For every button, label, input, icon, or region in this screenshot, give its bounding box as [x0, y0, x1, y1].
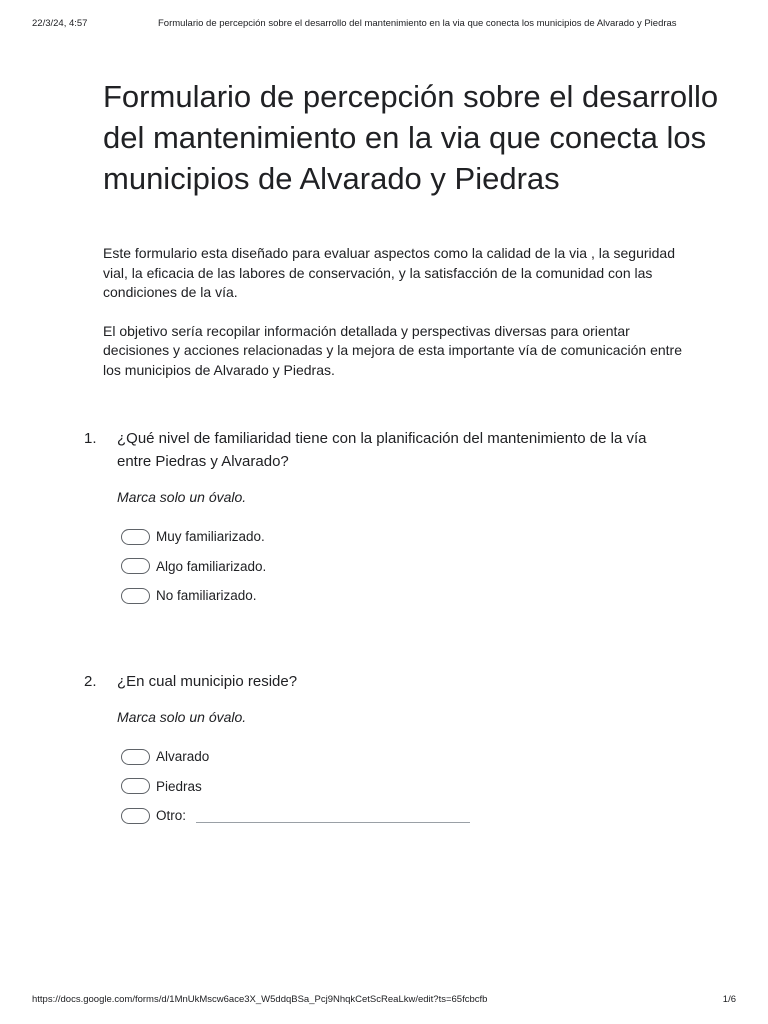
- radio-oval[interactable]: [121, 778, 150, 794]
- description-paragraph: Este formulario esta diseñado para evaluar aspectos como la calidad de la via , la seguridad vial, la eficacia de las labores de conservación, y la satisfacción de la comunidad con las condiciones de la vía.: [103, 245, 675, 300]
- form-title: Formulario de percepción sobre el desarrollo del mantenimiento en la via que conecta los municipios de Alvarado y Piedras: [103, 79, 719, 196]
- option-label: Muy familiarizado.: [156, 529, 265, 545]
- option-otro[interactable]: [121, 801, 470, 831]
- question-number: 1.: [84, 430, 97, 447]
- page-number: 1/6: [722, 994, 736, 1005]
- option-group: [121, 522, 266, 611]
- option-muy-familiarizado[interactable]: [121, 522, 266, 552]
- other-text-field[interactable]: [196, 822, 470, 823]
- option-piedras[interactable]: [121, 772, 470, 802]
- print-url: https://docs.google.com/forms/d/1MnUkMscw6ace3X_W5ddqBSa_Pcj9NhqkCetScReaLkw/edit?ts=65fcbcfb: [32, 994, 488, 1005]
- option-label: No familiarizado.: [156, 588, 257, 604]
- option-label: Piedras: [156, 778, 202, 794]
- question-text: ¿Qué nivel de familiaridad tiene con la planificación del mantenimiento de la vía entre Piedras y Alvarado?: [117, 430, 647, 470]
- description-paragraph: El objetivo sería recopilar información detallada y perspectivas diversas para orientar decisiones y acciones relacionadas y la mejora de esta importante vía de comunicación entre los municipios de Alvarado y Piedras.: [103, 322, 682, 378]
- radio-oval[interactable]: [121, 808, 150, 824]
- form-description: [103, 244, 693, 399]
- print-datetime: 22/3/24, 4:57: [32, 18, 88, 29]
- option-label: Otro:: [156, 808, 187, 824]
- question-number: 2.: [84, 673, 97, 690]
- option-no-familiarizado[interactable]: [121, 581, 266, 611]
- option-group: [121, 742, 470, 831]
- radio-oval[interactable]: [121, 529, 150, 545]
- option-label: Alvarado: [156, 749, 210, 765]
- question-text: ¿En cual municipio reside?: [117, 673, 298, 690]
- question-hint: Marca solo un óvalo.: [117, 709, 247, 725]
- radio-oval[interactable]: [121, 749, 150, 765]
- radio-oval[interactable]: [121, 588, 150, 604]
- option-label: Algo familiarizado.: [156, 558, 267, 574]
- radio-oval[interactable]: [121, 558, 150, 574]
- option-algo-familiarizado[interactable]: [121, 552, 266, 582]
- option-alvarado[interactable]: [121, 742, 470, 772]
- question-hint: Marca solo un óvalo.: [117, 489, 247, 505]
- print-page-title: Formulario de percepción sobre el desarrollo del mantenimiento en la via que conecta los municipios de Alvarado y Piedras: [158, 18, 677, 29]
